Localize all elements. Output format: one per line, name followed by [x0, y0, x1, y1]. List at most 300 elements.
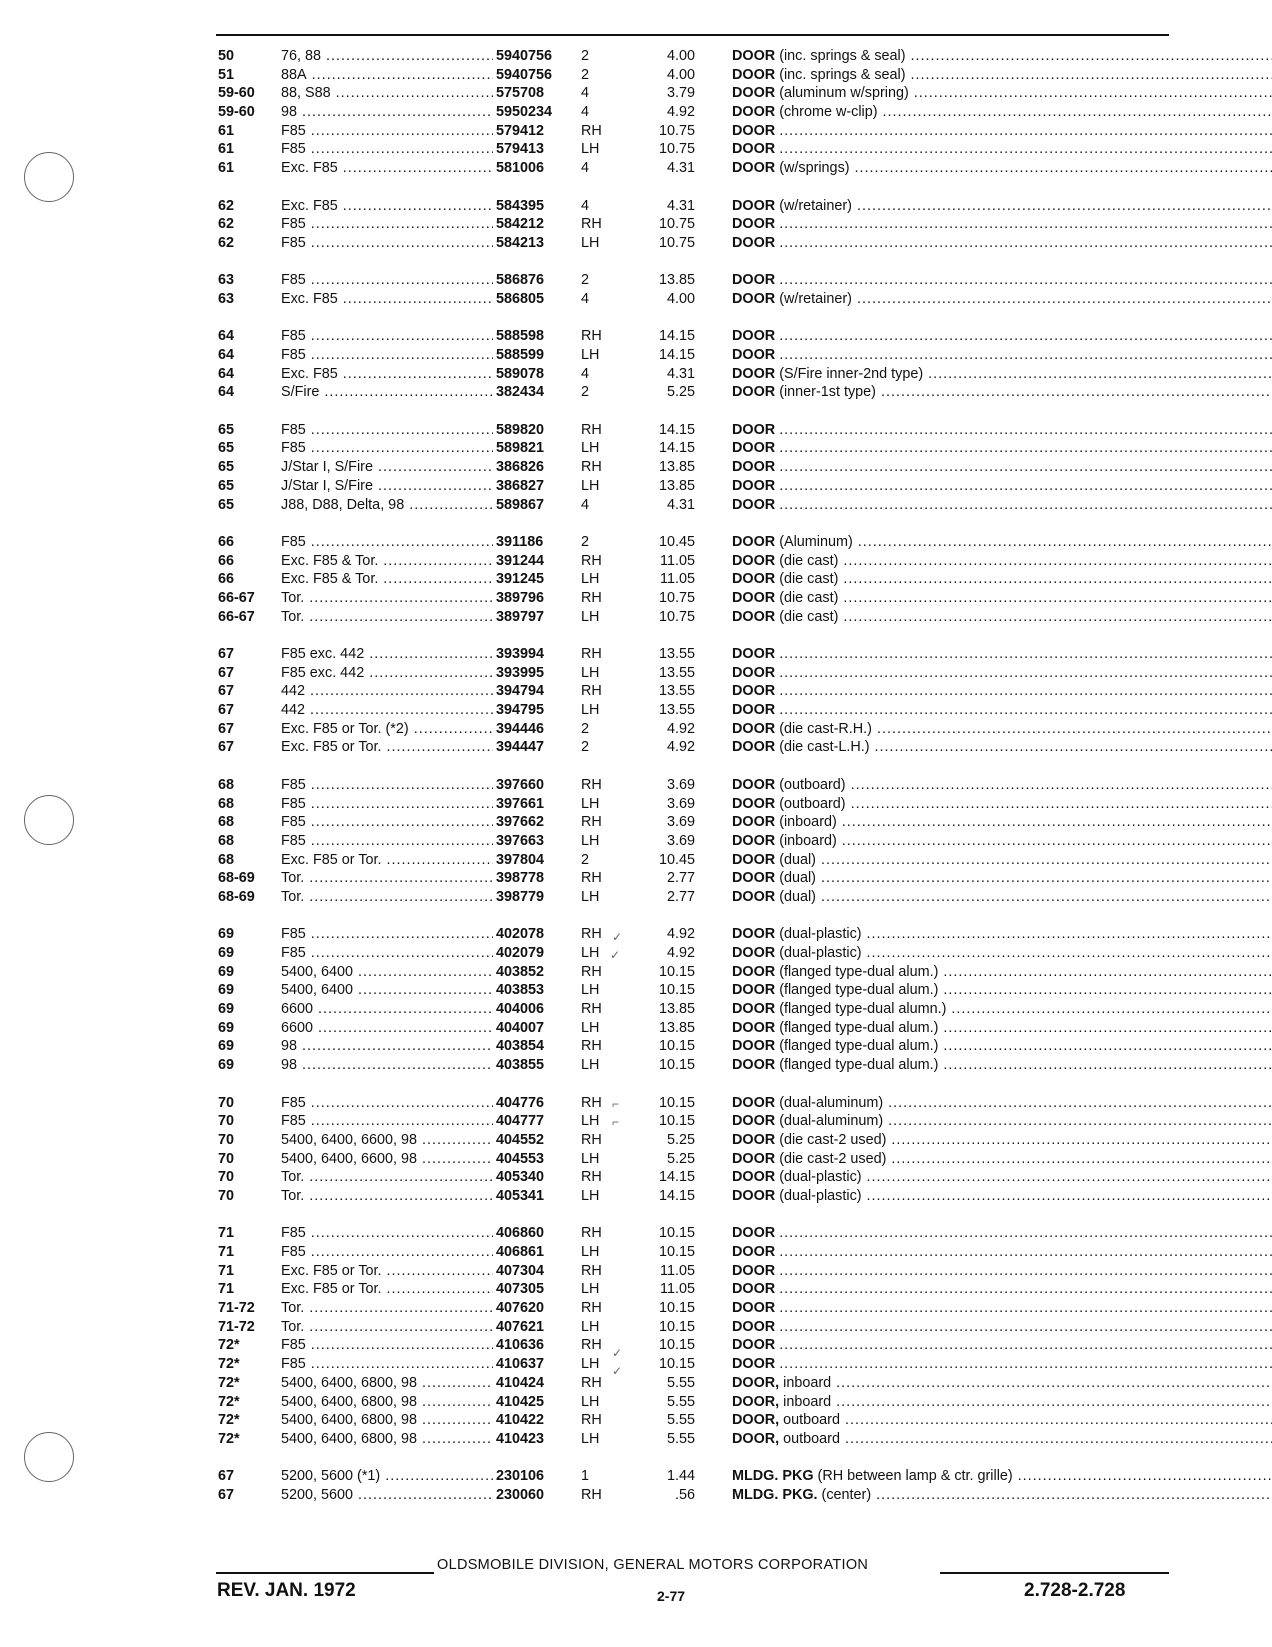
part-description — [732, 1150, 1272, 1169]
part-price: 10.15 — [658, 963, 695, 980]
part-year: 70 — [218, 1150, 235, 1167]
part-qty: LH — [581, 1281, 600, 1298]
part-number: 393994 — [496, 646, 545, 662]
part-qty: LH — [581, 477, 600, 494]
part-price: 10.75 — [658, 216, 695, 233]
part-description — [732, 1430, 1272, 1449]
description-main: DOOR — [732, 739, 776, 756]
part-row — [218, 1318, 1168, 1337]
part-qty: 4 — [581, 365, 590, 382]
part-description — [732, 1019, 1272, 1038]
part-model: Exc. F85 ..... — [281, 159, 493, 178]
part-year: 68-69 — [218, 888, 255, 905]
part-number: 404553 — [496, 1150, 545, 1167]
part-year: 64 — [218, 384, 235, 401]
part-description — [732, 682, 1272, 701]
description-note: (aluminum w/spring) — [779, 85, 909, 102]
part-model: Exc. F85 ..... — [281, 290, 493, 309]
part-model: F85 ..... — [281, 1094, 493, 1113]
part-year: 68 — [218, 814, 235, 831]
part-row — [218, 1262, 1168, 1281]
description-note: (Aluminum) — [779, 533, 853, 550]
description-main: DOOR — [732, 870, 776, 887]
section-number: 2.728-2.728 — [1024, 1580, 1126, 1601]
part-year: 72* — [218, 1412, 240, 1429]
part-model: 88A ..... — [281, 66, 493, 85]
part-qty: 4 — [581, 496, 590, 513]
part-description — [732, 84, 1272, 103]
part-description — [732, 1299, 1272, 1318]
parts-group — [218, 925, 1168, 1075]
description-main: DOOR, — [732, 1393, 780, 1410]
part-model: J88, D88, Delta, 98 ..... — [281, 496, 493, 515]
part-price: 10.75 — [658, 141, 695, 158]
part-row — [218, 47, 1168, 66]
part-description — [732, 1112, 1272, 1131]
part-description — [732, 925, 1272, 944]
part-price: 4.31 — [666, 365, 695, 382]
part-number: 586805 — [496, 290, 545, 307]
part-qty: RH — [581, 814, 602, 831]
description-main: DOOR — [732, 1150, 776, 1167]
parts-group — [218, 47, 1168, 178]
part-model: Exc. F85 ..... — [281, 365, 493, 384]
description-note: (dual-aluminum) — [779, 1113, 884, 1130]
description-main: DOOR — [732, 851, 776, 868]
part-price: 5.25 — [666, 1131, 695, 1148]
description-main: DOOR — [732, 1300, 776, 1317]
part-description — [732, 701, 1272, 720]
part-number: 589821 — [496, 440, 545, 457]
description-note: (inc. springs & seal) — [779, 48, 906, 64]
part-qty: RH — [581, 459, 602, 476]
part-row — [218, 925, 1168, 944]
part-model: 88, S88 ..... — [281, 84, 493, 103]
part-price: 13.85 — [658, 1019, 695, 1036]
part-year: 72* — [218, 1374, 240, 1391]
part-year: 67 — [218, 1468, 235, 1485]
part-description — [732, 122, 1272, 141]
description-note: (dual) — [779, 851, 816, 868]
part-number: 589867 — [496, 496, 545, 513]
description-main: DOOR — [732, 216, 776, 233]
part-price: 13.55 — [658, 702, 695, 719]
description-main: DOOR — [732, 141, 776, 158]
part-year: 50 — [218, 48, 235, 64]
part-row — [218, 1467, 1168, 1486]
part-year: 70 — [218, 1094, 235, 1111]
part-model: F85 ..... — [281, 832, 493, 851]
part-number: 405341 — [496, 1187, 545, 1204]
part-model: 5200, 5600 (*1) ..... — [281, 1467, 493, 1486]
part-row — [218, 738, 1168, 757]
part-qty: RH — [581, 122, 602, 139]
part-price: 11.05 — [660, 1281, 695, 1298]
part-number: 230106 — [496, 1468, 545, 1485]
part-year: 71 — [218, 1244, 235, 1260]
part-price: 10.15 — [658, 1038, 695, 1055]
part-row — [218, 1000, 1168, 1019]
part-qty: RH — [581, 926, 602, 943]
part-price: 1.44 — [666, 1468, 695, 1485]
part-number: 575708 — [496, 85, 545, 102]
description-note: (flanged type-dual alum.) — [779, 982, 939, 999]
part-number: 403852 — [496, 963, 545, 980]
part-row — [218, 832, 1168, 851]
part-row — [218, 439, 1168, 458]
part-model: F85 ..... — [281, 271, 493, 290]
part-qty: RH — [581, 1262, 602, 1279]
part-price: 4.92 — [666, 720, 695, 737]
parts-group — [218, 533, 1168, 626]
part-qty: 4 — [581, 197, 590, 214]
part-model: F85 ..... — [281, 234, 493, 253]
part-number: 394795 — [496, 702, 545, 719]
part-qty: RH — [581, 683, 602, 700]
part-year: 72* — [218, 1337, 240, 1354]
part-row — [218, 122, 1168, 141]
part-row — [218, 795, 1168, 814]
part-price: 13.55 — [658, 646, 695, 662]
part-row — [218, 1224, 1168, 1243]
part-number: 410422 — [496, 1412, 545, 1429]
check-mark: ✓ — [610, 948, 621, 962]
parts-group — [218, 271, 1168, 308]
parts-group — [218, 1467, 1168, 1504]
description-note: (die cast) — [779, 608, 839, 625]
description-note: inboard — [783, 1393, 832, 1410]
part-qty: RH — [581, 421, 602, 438]
part-year: 70 — [218, 1187, 235, 1204]
part-number: 404552 — [496, 1131, 545, 1148]
parts-group — [218, 1094, 1168, 1206]
description-main: DOOR — [732, 384, 776, 401]
part-price: 4.92 — [666, 945, 695, 961]
part-qty: LH — [581, 702, 600, 719]
part-model: F85 exc. 442 ..... — [281, 645, 493, 664]
description-main: DOOR — [732, 272, 776, 289]
part-description — [732, 103, 1272, 122]
part-model: 5200, 5600 ..... — [281, 1486, 493, 1505]
part-model: Tor. ..... — [281, 888, 493, 907]
part-model: S/Fire ..... — [281, 383, 493, 402]
description-note: (die cast-R.H.) — [779, 720, 872, 737]
part-year: 68 — [218, 776, 235, 793]
description-note: (RH between lamp & ctr. grille) — [817, 1468, 1013, 1485]
description-note: (chrome w-clip) — [779, 104, 878, 121]
part-number: 5940756 — [496, 48, 553, 64]
part-row — [218, 365, 1168, 384]
description-note: inboard — [783, 1374, 832, 1391]
description-main: DOOR, — [732, 1412, 780, 1429]
part-price: 10.45 — [658, 533, 695, 550]
parts-group — [218, 327, 1168, 402]
part-price: 3.69 — [666, 776, 695, 793]
part-description — [732, 421, 1272, 440]
part-description — [732, 439, 1272, 458]
description-main: DOOR — [732, 1318, 776, 1335]
part-year: 65 — [218, 496, 235, 513]
description-main: DOOR — [732, 1038, 776, 1055]
description-main: DOOR, — [732, 1374, 780, 1391]
part-number: 5950234 — [496, 104, 553, 121]
part-description — [732, 1187, 1272, 1206]
part-description — [732, 159, 1272, 178]
part-description — [732, 589, 1272, 608]
part-model: F85 ..... — [281, 122, 493, 141]
part-price: 4.92 — [666, 926, 695, 943]
part-number: 403855 — [496, 1057, 545, 1074]
description-note: (flanged type-dual alum.) — [779, 1057, 939, 1074]
part-qty: RH — [581, 1169, 602, 1186]
part-year: 67 — [218, 720, 235, 737]
description-main: DOOR — [732, 702, 776, 719]
part-number: 407305 — [496, 1281, 545, 1298]
part-price: 13.85 — [658, 477, 695, 494]
part-description — [732, 1374, 1272, 1393]
part-year: 62 — [218, 216, 235, 233]
part-row — [218, 608, 1168, 627]
part-qty: RH — [581, 1486, 602, 1503]
part-number: 382434 — [496, 384, 545, 401]
part-row — [218, 84, 1168, 103]
part-description — [732, 1355, 1272, 1374]
parts-group — [218, 645, 1168, 757]
part-row — [218, 720, 1168, 739]
part-model: F85 ..... — [281, 346, 493, 365]
part-year: 69 — [218, 963, 235, 980]
part-number: 407304 — [496, 1262, 545, 1279]
part-model: Exc. F85 or Tor. ..... — [281, 1280, 493, 1299]
part-price: 13.55 — [658, 683, 695, 700]
part-qty: LH — [581, 664, 600, 681]
page-number: 2-77 — [657, 1588, 686, 1604]
part-model: Exc. F85 or Tor. (*2) ..... — [281, 720, 493, 739]
description-note: (inc. springs & seal) — [779, 66, 906, 83]
part-description — [732, 720, 1272, 739]
part-number: 406861 — [496, 1244, 545, 1260]
part-qty: LH — [581, 1019, 600, 1036]
part-model: 5400, 6400, 6800, 98 ..... — [281, 1393, 493, 1412]
description-note: (dual-aluminum) — [779, 1094, 884, 1111]
part-qty: LH — [581, 1244, 600, 1260]
part-row — [218, 1150, 1168, 1169]
part-model: J/Star I, S/Fire ..... — [281, 477, 493, 496]
description-note: (die cast-L.H.) — [779, 739, 870, 756]
description-main: DOOR — [732, 66, 776, 83]
binder-hole-bottom — [24, 1432, 74, 1482]
part-qty: RH — [581, 552, 602, 569]
description-note: (w/retainer) — [779, 197, 852, 214]
part-price: 3.69 — [666, 832, 695, 849]
part-year: 59-60 — [218, 104, 255, 121]
part-number: 581006 — [496, 160, 545, 177]
part-price: 13.85 — [658, 272, 695, 289]
part-description — [732, 533, 1272, 552]
part-row — [218, 140, 1168, 159]
part-row — [218, 271, 1168, 290]
part-description — [732, 346, 1272, 365]
description-note: (die cast) — [779, 552, 839, 569]
part-qty: RH — [581, 1038, 602, 1055]
part-model: F85 ..... — [281, 776, 493, 795]
part-number: 398779 — [496, 888, 545, 905]
part-year: 71 — [218, 1262, 235, 1279]
description-main: DOOR — [732, 421, 776, 438]
part-number: 397663 — [496, 832, 545, 849]
part-description — [732, 869, 1272, 888]
part-row — [218, 327, 1168, 346]
part-price: 3.69 — [666, 814, 695, 831]
part-model: F85 ..... — [281, 1355, 493, 1374]
part-row — [218, 1280, 1168, 1299]
part-row — [218, 1131, 1168, 1150]
part-qty: RH — [581, 1300, 602, 1317]
part-number: 404006 — [496, 1001, 545, 1018]
part-year: 70 — [218, 1131, 235, 1148]
description-main: DOOR — [732, 814, 776, 831]
part-year: 71-72 — [218, 1300, 255, 1317]
part-price: 11.05 — [660, 1262, 695, 1279]
description-main: DOOR — [732, 926, 776, 943]
part-description — [732, 477, 1272, 496]
binder-hole-middle — [24, 795, 74, 845]
part-description — [732, 1411, 1272, 1430]
parts-group — [218, 1224, 1168, 1448]
description-note: (dual-plastic) — [779, 926, 862, 943]
part-description — [732, 1000, 1272, 1019]
part-row — [218, 664, 1168, 683]
description-main: DOOR — [732, 963, 776, 980]
part-qty: RH — [581, 963, 602, 980]
part-number: 403854 — [496, 1038, 545, 1055]
part-description — [732, 215, 1272, 234]
part-row — [218, 496, 1168, 515]
part-row — [218, 1112, 1168, 1131]
part-number: 397660 — [496, 776, 545, 793]
part-year: 72* — [218, 1430, 240, 1447]
part-description — [732, 963, 1272, 982]
part-number: 389796 — [496, 589, 545, 606]
part-number: 402078 — [496, 926, 545, 943]
part-year: 69 — [218, 1038, 235, 1055]
part-number: 394447 — [496, 739, 545, 756]
part-price: .56 — [674, 1486, 695, 1503]
part-model: 5400, 6400, 6600, 98 ..... — [281, 1150, 493, 1169]
part-qty: LH — [581, 888, 600, 905]
part-year: 64 — [218, 347, 235, 363]
part-qty: LH — [581, 1356, 600, 1373]
part-model: F85 ..... — [281, 1224, 493, 1243]
part-model: F85 ..... — [281, 813, 493, 832]
part-model: 442 ..... — [281, 682, 493, 701]
part-price: 10.45 — [658, 851, 695, 868]
part-description — [732, 570, 1272, 589]
part-year: 66 — [218, 552, 235, 569]
part-description — [732, 664, 1272, 683]
description-main: DOOR — [732, 1094, 776, 1111]
part-price: 5.25 — [666, 384, 695, 401]
description-main: DOOR — [732, 48, 776, 64]
description-main: DOOR — [732, 533, 776, 550]
part-model: Tor. ..... — [281, 869, 493, 888]
part-year: 51 — [218, 66, 235, 83]
part-qty: LH — [581, 1393, 600, 1410]
part-description — [732, 813, 1272, 832]
description-note: (outboard) — [779, 795, 846, 812]
part-row — [218, 1243, 1168, 1262]
part-model: 98 ..... — [281, 103, 493, 122]
part-price: 14.15 — [658, 421, 695, 438]
part-description — [732, 1056, 1272, 1075]
part-year: 64 — [218, 365, 235, 382]
part-qty: 2 — [581, 272, 590, 289]
part-model: F85 ..... — [281, 215, 493, 234]
footer-rule-right — [940, 1572, 1169, 1574]
part-description — [732, 795, 1272, 814]
part-model: Tor. ..... — [281, 589, 493, 608]
description-main: DOOR — [732, 197, 776, 214]
part-description — [732, 1280, 1272, 1299]
part-row — [218, 1037, 1168, 1056]
part-year: 61 — [218, 160, 235, 177]
part-model: Tor. ..... — [281, 1168, 493, 1187]
part-year: 65 — [218, 477, 235, 494]
part-price: 10.15 — [658, 1300, 695, 1317]
description-note: outboard — [783, 1412, 840, 1429]
part-row — [218, 1094, 1168, 1113]
description-main: DOOR, — [732, 1430, 780, 1447]
part-year: 66 — [218, 533, 235, 550]
part-model: F85 ..... — [281, 421, 493, 440]
part-qty: LH — [581, 1430, 600, 1447]
part-description — [732, 832, 1272, 851]
part-qty: 2 — [581, 851, 590, 868]
part-qty: RH — [581, 776, 602, 793]
part-description — [732, 1168, 1272, 1187]
part-description — [732, 1243, 1272, 1262]
part-model: F85 ..... — [281, 1112, 493, 1131]
part-year: 68 — [218, 795, 235, 812]
part-row — [218, 776, 1168, 795]
part-row — [218, 570, 1168, 589]
parts-group — [218, 421, 1168, 514]
part-price: 13.85 — [658, 1001, 695, 1018]
description-main: DOOR — [732, 347, 776, 363]
part-price: 10.15 — [658, 1057, 695, 1074]
part-price: 4.00 — [666, 48, 695, 64]
part-qty: 2 — [581, 533, 590, 550]
description-main: DOOR — [732, 160, 776, 177]
part-qty: RH — [581, 328, 602, 345]
part-qty: RH — [581, 1094, 602, 1111]
check-mark: ⌐ — [612, 1097, 620, 1111]
part-price: 14.15 — [658, 440, 695, 457]
part-number: 391244 — [496, 552, 545, 569]
part-number: 588599 — [496, 347, 545, 363]
part-qty: RH — [581, 1001, 602, 1018]
part-price: 14.15 — [658, 1169, 695, 1186]
part-number: 404776 — [496, 1094, 545, 1111]
part-model: Tor. ..... — [281, 1318, 493, 1337]
part-model: F85 ..... — [281, 533, 493, 552]
description-main: DOOR — [732, 1019, 776, 1036]
part-row — [218, 851, 1168, 870]
part-year: 68 — [218, 832, 235, 849]
part-number: 405340 — [496, 1169, 545, 1186]
part-qty: RH — [581, 1412, 602, 1429]
description-main: DOOR — [732, 683, 776, 700]
